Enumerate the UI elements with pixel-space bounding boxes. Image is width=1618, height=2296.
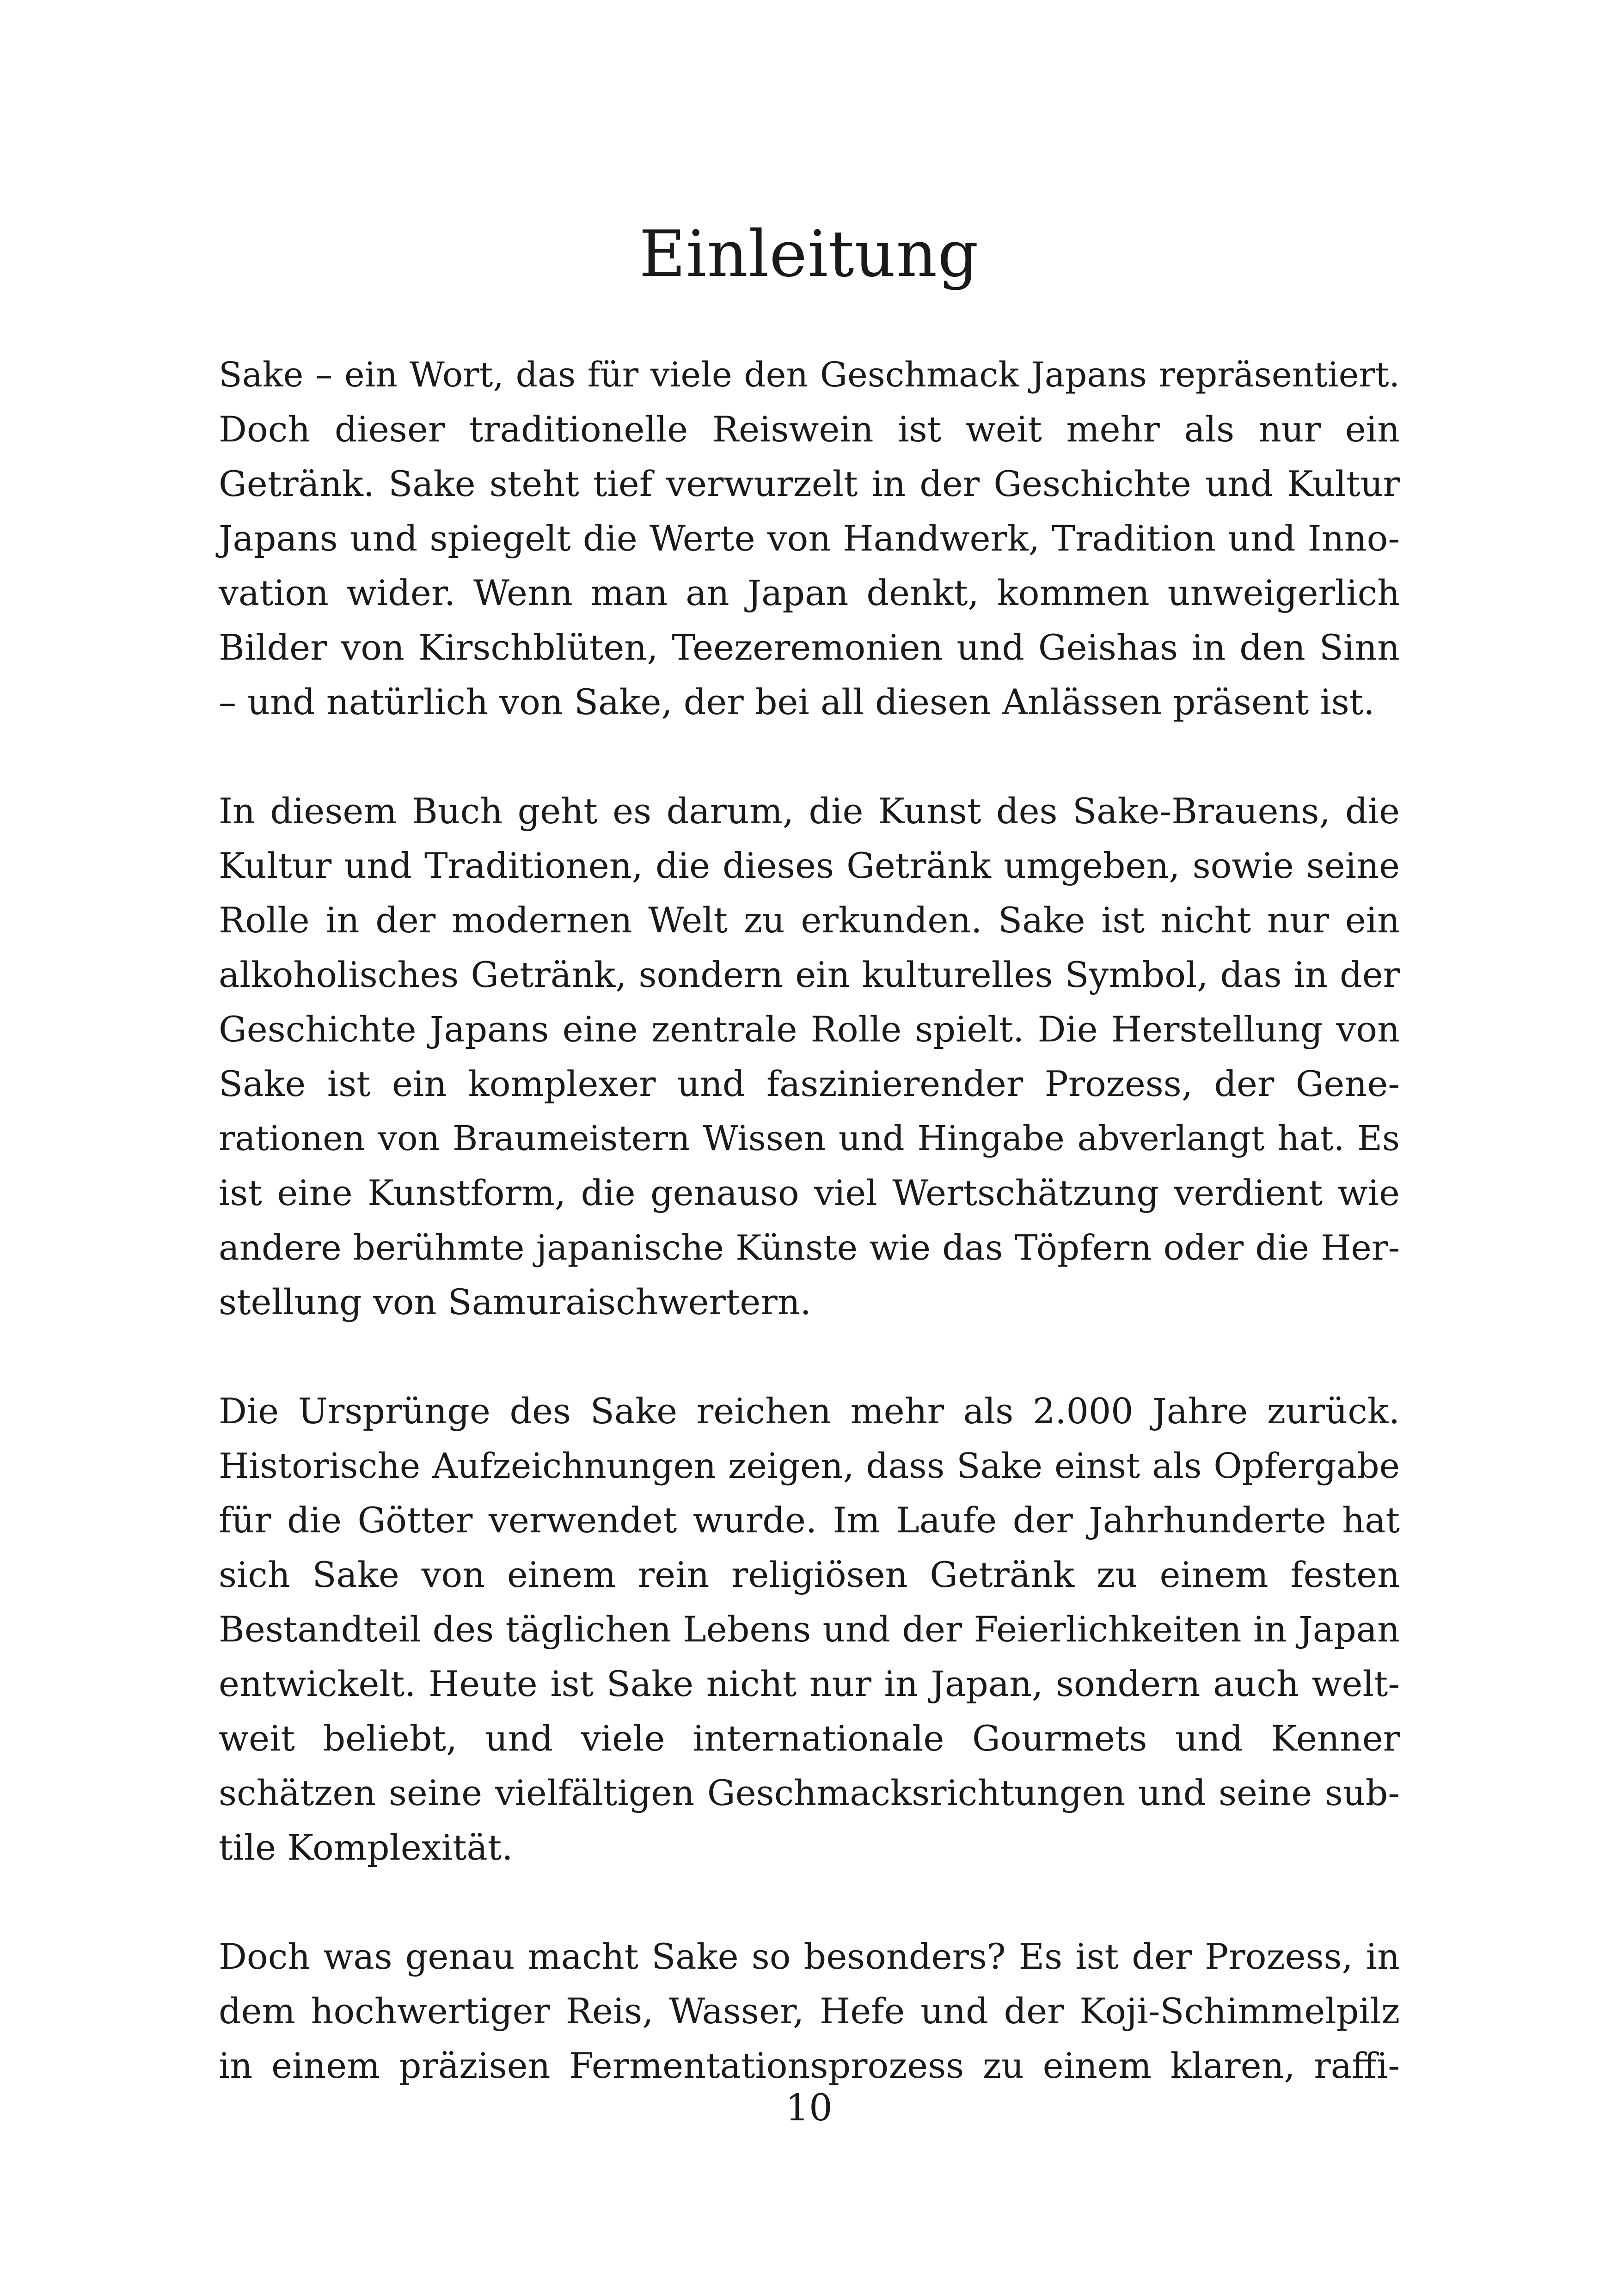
text-line: Historische Aufzeichnungen zeigen, dass Sake einst als Opfergabe bbox=[219, 1445, 1400, 1486]
text-line: Sake – ein Wort, das für viele den Geschmack Japans repräsentiert. bbox=[219, 355, 1400, 395]
body-text bbox=[219, 348, 1400, 2148]
paragraph bbox=[219, 1929, 1400, 2093]
text-line: Rolle in der modernen Welt zu erkunden. Sake ist nicht nur ein bbox=[219, 900, 1400, 941]
text-line: Geschichte Japans eine zentrale Rolle spielt. Die Herstellung von bbox=[219, 1009, 1400, 1050]
text-line: Sake ist ein komplexer und faszinierender Prozess, der Gene- bbox=[219, 1063, 1400, 1104]
text-line: rationen von Braumeistern Wissen und Hingabe abverlangt hat. Es bbox=[219, 1119, 1400, 1158]
text-line: andere berühmte japanische Künste wie das Töpfern oder die Her- bbox=[219, 1227, 1400, 1268]
text-line: In diesem Buch geht es darum, die Kunst des Sake-Brauens, die bbox=[219, 790, 1400, 832]
text-line: Kultur und Traditionen, die dieses Getränk umgeben, sowie seine bbox=[219, 845, 1400, 886]
text-line: entwickelt. Heute ist Sake nicht nur in Japan, sondern auch welt- bbox=[219, 1663, 1400, 1704]
chapter-title: Einleitung bbox=[639, 217, 979, 291]
text-line: Doch was genau macht Sake so besonders? Es ist der Prozess, in bbox=[219, 1936, 1400, 1977]
text-line: dem hochwertiger Reis, Wasser, Hefe und der Koji-Schimmelpilz bbox=[219, 1990, 1400, 2032]
paragraph bbox=[219, 784, 1400, 1329]
text-line: sich Sake von einem rein religiösen Getränk zu einem festen bbox=[219, 1554, 1400, 1595]
page-number: 10 bbox=[785, 2086, 833, 2129]
text-line: Japans und spiegelt die Werte von Handwerk, Tradition und Inno- bbox=[219, 518, 1400, 559]
text-line: Getränk. Sake steht tief verwurzelt in der Geschichte und Kultur bbox=[219, 463, 1400, 504]
text-line: in einem präzisen Fermentationsprozess zu einem klaren, raffi- bbox=[219, 2045, 1400, 2086]
text-line: tile Komplexität. bbox=[219, 1827, 513, 1868]
paragraph bbox=[219, 348, 1400, 729]
text-line: alkoholisches Getränk, sondern ein kulturelles Symbol, das in der bbox=[219, 954, 1400, 995]
text-line: ist eine Kunstform, die genauso viel Wertschätzung verdient wie bbox=[219, 1172, 1400, 1213]
text-line: – und natürlich von Sake, der bei all diesen Anlässen präsent ist. bbox=[219, 681, 1375, 722]
text-line: weit beliebt, und viele internationale Gourmets und Kenner bbox=[219, 1718, 1400, 1759]
text-line: schätzen seine vielfältigen Geschmacksrichtungen und seine sub- bbox=[219, 1772, 1400, 1813]
text-line: vation wider. Wenn man an Japan denkt, kommen unweigerlich bbox=[219, 572, 1400, 613]
text-line: Doch dieser traditionelle Reiswein ist weit mehr als nur ein bbox=[219, 409, 1400, 450]
text-line: Bestandteil des täglichen Lebens und der Feierlichkeiten in Japan bbox=[219, 1609, 1400, 1650]
text-line: Bilder von Kirschblüten, Teezeremonien und Geishas in den Sinn bbox=[219, 627, 1400, 668]
text-line: stellung von Samuraischwertern. bbox=[219, 1281, 811, 1322]
text-line: für die Götter verwendet wurde. Im Laufe der Jahrhunderte hat bbox=[219, 1500, 1400, 1541]
paragraph bbox=[219, 1384, 1400, 1875]
text-line: Die Ursprünge des Sake reichen mehr als 2.000 Jahre zurück. bbox=[219, 1390, 1400, 1432]
